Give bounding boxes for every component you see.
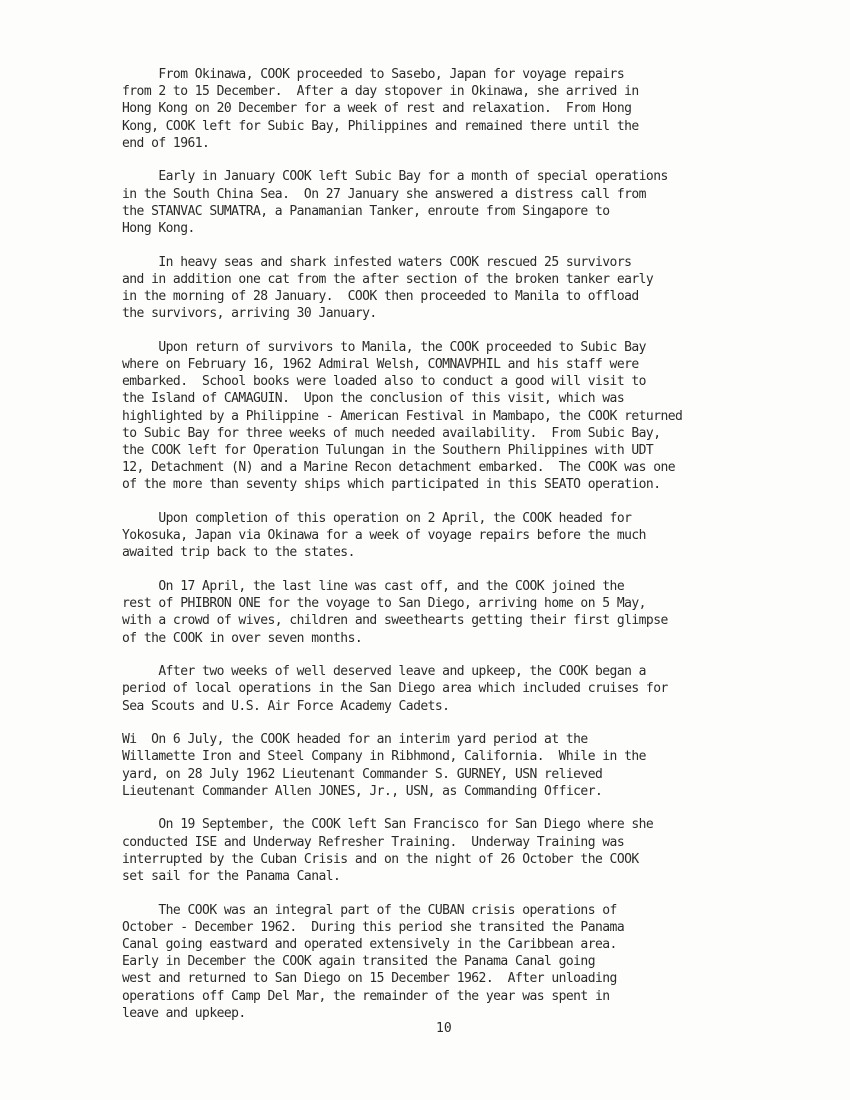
- text-line: On 19 September, the COOK left San Francisco for San Diego where she: [122, 817, 654, 833]
- text-line: the COOK left for Operation Tulungan in the Southern Philippines with UDT: [122, 443, 654, 459]
- text-line: conducted ISE and Underway Refresher Training. Underway Training was: [122, 834, 625, 850]
- paragraph: [122, 816, 782, 885]
- text-line: Sea Scouts and U.S. Air Force Academy Cadets.: [122, 698, 450, 714]
- text-line: From Okinawa, COOK proceeded to Sasebo, Japan for voyage repairs: [122, 67, 625, 82]
- text-line: Lieutenant Commander Allen JONES, Jr., USN, as Commanding Officer.: [122, 783, 603, 799]
- text-line: Early in December the COOK again transited the Panama Canal going: [122, 954, 595, 970]
- text-line: Willamette Iron and Steel Company in Ribhmond, California. While in the: [122, 749, 646, 765]
- text-line: October - December 1962. During this period she transited the Panama: [122, 919, 625, 935]
- text-line: the STANVAC SUMATRA, a Panamanian Tanker, enroute from Singapore to: [122, 203, 610, 219]
- paragraph: [122, 254, 782, 323]
- text-line: After two weeks of well deserved leave and upkeep, the COOK began a: [122, 664, 646, 680]
- text-line: Upon completion of this operation on 2 April, the COOK headed for: [122, 511, 632, 527]
- body-text: [122, 66, 782, 1038]
- text-line: On 17 April, the last line was cast off, and the COOK joined the: [122, 579, 625, 595]
- text-line: from 2 to 15 December. After a day stopover in Okinawa, she arrived in: [122, 84, 639, 100]
- paragraph: [122, 663, 782, 715]
- text-line: operations off Camp Del Mar, the remainder of the year was spent in: [122, 988, 610, 1004]
- text-line: to Subic Bay for three weeks of much needed availability. From Subic Bay,: [122, 425, 661, 441]
- text-line: awaited trip back to the states.: [122, 545, 355, 561]
- text-line: period of local operations in the San Diego area which included cruises for: [122, 681, 668, 697]
- text-line: Upon return of survivors to Manila, the COOK proceeded to Subic Bay: [122, 339, 646, 355]
- page-number: 10: [436, 1021, 452, 1036]
- paragraph: [122, 578, 782, 647]
- text-line: highlighted by a Philippine - American Festival in Mambapo, the COOK returned: [122, 408, 683, 424]
- paragraph: [122, 66, 782, 152]
- text-line: Early in January COOK left Subic Bay for a month of special operations: [122, 169, 668, 185]
- text-line: leave and upkeep.: [122, 1005, 246, 1021]
- text-line: where on February 16, 1962 Admiral Welsh, COMNAVPHIL and his staff were: [122, 357, 639, 373]
- text-line: the Island of CAMAGUIN. Upon the conclusion of this visit, which was: [122, 391, 625, 407]
- text-line: In heavy seas and shark infested waters COOK rescued 25 survivors: [122, 254, 632, 270]
- text-line: Hong Kong on 20 December for a week of rest and relaxation. From Hong: [122, 101, 632, 117]
- text-line: end of 1961.: [122, 135, 210, 151]
- paragraph: [122, 510, 782, 562]
- text-line: in the morning of 28 January. COOK then proceeded to Manila to offload: [122, 289, 639, 305]
- text-line: the survivors, arriving 30 January.: [122, 306, 377, 322]
- text-line: Kong, COOK left for Subic Bay, Philippines and remained there until the: [122, 118, 639, 134]
- paragraph: [122, 902, 782, 1022]
- text-line: and in addition one cat from the after section of the broken tanker early: [122, 271, 654, 287]
- text-line: in the South China Sea. On 27 January she answered a distress call from: [122, 186, 646, 202]
- text-line: of the COOK in over seven months.: [122, 630, 363, 646]
- text-line: Yokosuka, Japan via Okinawa for a week of voyage repairs before the much: [122, 528, 646, 544]
- text-line: Hong Kong.: [122, 221, 195, 237]
- text-line: interrupted by the Cuban Crisis and on the night of 26 October the COOK: [122, 851, 639, 867]
- text-line: Wi On 6 July, the COOK headed for an interim yard period at the: [122, 732, 588, 748]
- text-line: set sail for the Panama Canal.: [122, 869, 341, 885]
- text-line: of the more than seventy ships which participated in this SEATO operation.: [122, 477, 661, 493]
- text-line: embarked. School books were loaded also to conduct a good will visit to: [122, 374, 646, 390]
- text-line: west and returned to San Diego on 15 December 1962. After unloading: [122, 971, 617, 987]
- paragraph: [122, 168, 782, 237]
- text-line: The COOK was an integral part of the CUBAN crisis operations of: [122, 902, 617, 918]
- text-line: 12, Detachment (N) and a Marine Recon detachment embarked. The COOK was one: [122, 460, 676, 476]
- text-line: Canal going eastward and operated extensively in the Caribbean area.: [122, 937, 617, 953]
- paragraph: [122, 731, 782, 800]
- text-line: rest of PHIBRON ONE for the voyage to San Diego, arriving home on 5 May,: [122, 596, 646, 612]
- text-line: yard, on 28 July 1962 Lieutenant Commander S. GURNEY, USN relieved: [122, 766, 603, 782]
- text-line: with a crowd of wives, children and sweethearts getting their first glimpse: [122, 613, 668, 629]
- paragraph: [122, 339, 782, 494]
